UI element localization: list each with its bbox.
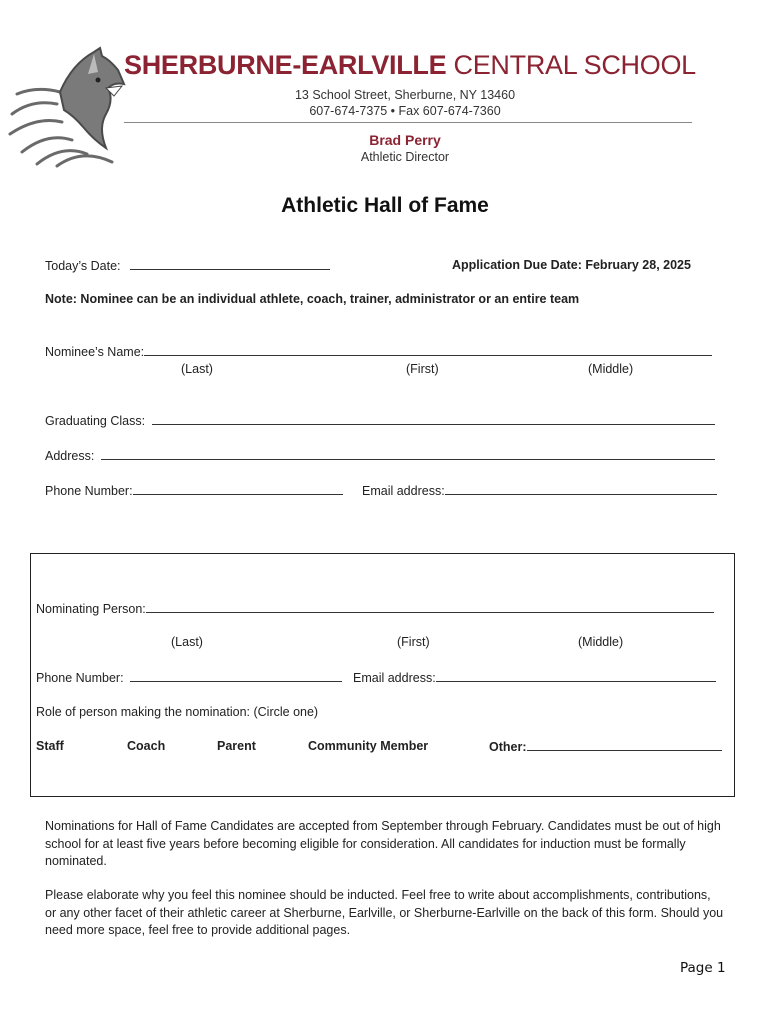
nominee-email-label: Email address:: [362, 484, 445, 498]
address-label: Address:: [45, 449, 95, 463]
nominee-note: Note: Nominee can be an individual athlete, coach, trainer, administrator or an entire team: [45, 292, 580, 306]
nominee-last-label: (Last): [181, 362, 213, 376]
nominator-email-field[interactable]: [436, 670, 716, 682]
nominating-person-field[interactable]: [146, 601, 714, 613]
nominee-name-label: Nominee’s Name:: [45, 345, 145, 359]
nominator-middle-label: (Middle): [578, 635, 624, 649]
nominator-first-label: (First): [397, 635, 430, 649]
header-divider: [124, 122, 692, 123]
nominee-first-label: (First): [406, 362, 439, 376]
graduating-class-field[interactable]: [152, 413, 715, 425]
page-number: Page 1: [680, 960, 726, 976]
todays-date-row: [45, 258, 330, 273]
due-date: Application Due Date: February 28, 2025: [452, 258, 691, 272]
graduating-class-label: Graduating Class:: [45, 414, 146, 428]
nominator-phone-field[interactable]: [130, 670, 342, 682]
todays-date-field[interactable]: [130, 258, 330, 270]
graduating-class-row: [45, 413, 715, 428]
role-option-coach[interactable]: Coach: [127, 739, 166, 753]
nominee-phone-field[interactable]: [133, 483, 343, 495]
wolf-head-logo: [2, 44, 132, 170]
nominee-phone-label: Phone Number:: [45, 484, 133, 498]
nominator-phone-row: [36, 670, 342, 685]
todays-date-label: Today’s Date:: [45, 259, 121, 273]
address-row: [45, 448, 715, 463]
page-title: Athletic Hall of Fame: [281, 194, 489, 217]
address-field[interactable]: [101, 448, 715, 460]
nominating-person-label: Nominating Person:: [36, 602, 146, 616]
nominee-phone-row: [45, 483, 343, 498]
role-option-other: [489, 739, 722, 754]
role-option-community-member[interactable]: Community Member: [308, 739, 429, 753]
elaborate-paragraph: Please elaborate why you feel this nominee should be inducted. Feel free to write about accomplishments, contributions, or any other facet of their athletic career at Sherburne, Earlville, or Sherburne-Earlville on the back of this form. Should you need more space, feel free to provide additional pages.: [45, 888, 724, 937]
nominee-middle-label: (Middle): [588, 362, 634, 376]
nominee-email-field[interactable]: [445, 483, 717, 495]
director-name: Brad Perry: [369, 132, 441, 148]
nominee-name-field[interactable]: [144, 344, 712, 356]
eligibility-paragraph: Nominations for Hall of Fame Candidates are accepted from September through February. Candidates must be out of high school for at least five years before becoming eligible for consideration. All candidates for induction must be formally nominated.: [45, 819, 721, 868]
nominating-person-row: [36, 601, 714, 616]
school-address: 13 School Street, Sherburne, NY 13460: [294, 88, 516, 102]
school-phone: 607-674-7375 • Fax 607-674-7360: [309, 104, 501, 118]
nominator-phone-label: Phone Number:: [36, 671, 124, 685]
role-option-staff[interactable]: Staff: [36, 739, 64, 753]
school-name: SHERBURNE-EARLVILLE CENTRAL SCHOOL: [124, 50, 696, 80]
nominee-name-row: [45, 344, 712, 359]
nominator-last-label: (Last): [171, 635, 203, 649]
nominator-email-label: Email address:: [353, 671, 436, 685]
role-option-parent[interactable]: Parent: [217, 739, 256, 753]
director-title: Athletic Director: [360, 150, 450, 164]
role-other-field[interactable]: [527, 739, 722, 751]
nominee-email-row: [362, 483, 717, 498]
nominator-email-row: [353, 670, 716, 685]
role-prompt: Role of person making the nomination: (Circle one): [36, 705, 319, 719]
role-other-label: Other:: [489, 740, 527, 754]
